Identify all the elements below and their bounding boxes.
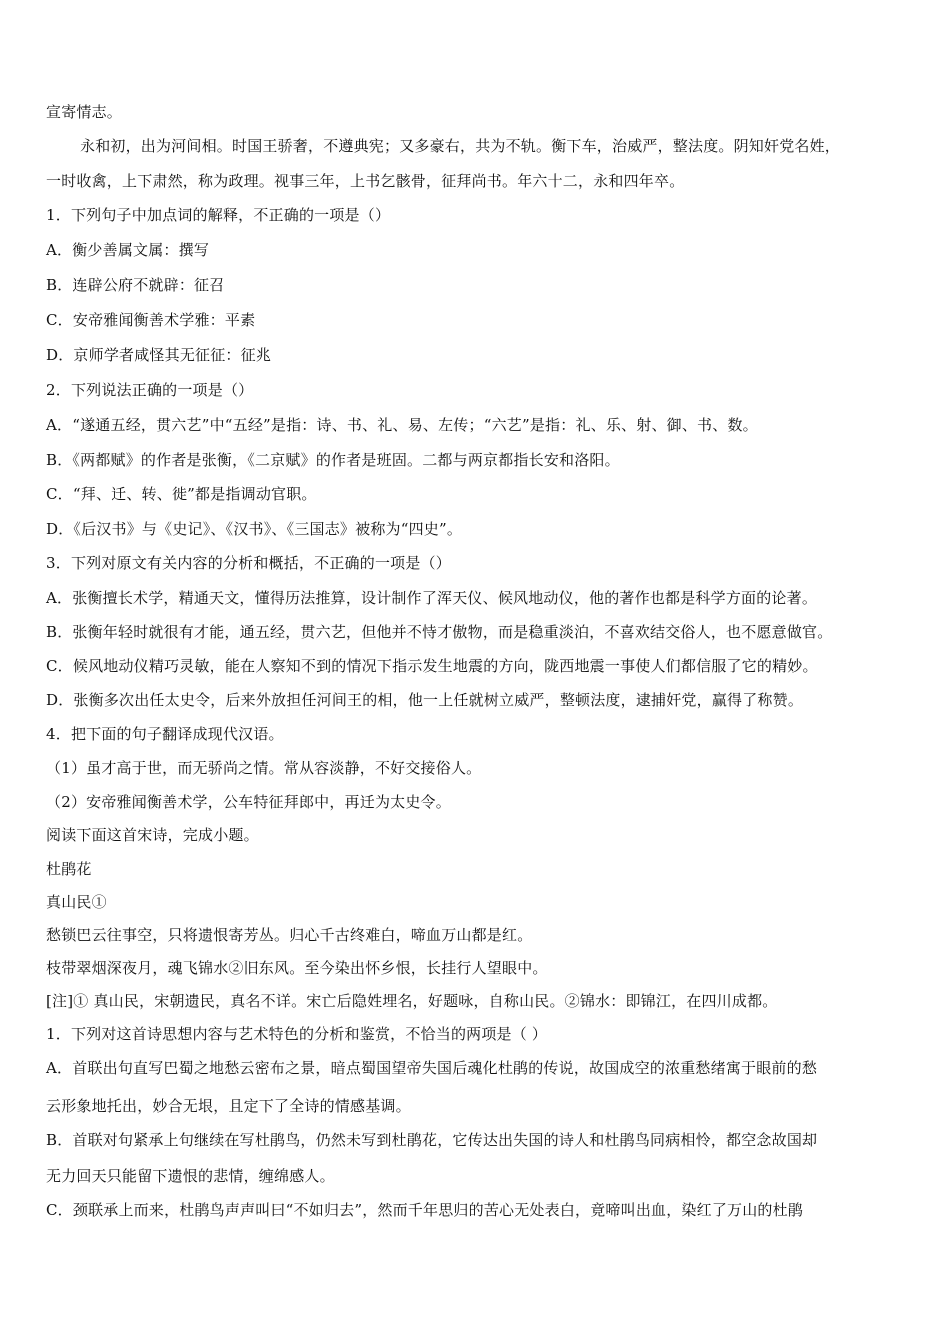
poem-author: 真山民① bbox=[46, 893, 107, 911]
option-a: A．衡少善属文属：撰写 bbox=[46, 241, 210, 259]
option-a: A．首联出句直写巴蜀之地愁云密布之景，暗点蜀国望帝失国后魂化杜鹃的传说，故国成空的浓重愁绪寓于眼前的愁 bbox=[46, 1059, 818, 1077]
option-d: D．张衡多次出任太史令，后来外放担任河间王的相，他一上任就树立威严，整顿法度，逮捕奸党，赢得了称赞。 bbox=[46, 691, 804, 709]
question-3: 3．下列对原文有关内容的分析和概括，不正确的一项是（） bbox=[46, 554, 451, 572]
poem-question-1: 1．下列对这首诗思想内容与艺术特色的分析和鉴赏，不恰当的两项是（ ） bbox=[46, 1025, 548, 1043]
question-2: 2．下列说法正确的一项是（） bbox=[46, 381, 254, 399]
option-b-cont: 无力回天只能留下遗恨的悲情，缠绵感人。 bbox=[46, 1167, 335, 1185]
poem-line: 愁锁巴云往事空，只将遗恨寄芳丛。归心千古终难白，啼血万山都是红。 bbox=[46, 926, 533, 944]
option-c: C．候风地动仪精巧灵敏，能在人察知不到的情况下指示发生地震的方向，陇西地震一事使人们都信服了它的精妙。 bbox=[46, 657, 818, 675]
option-b: B．张衡年轻时就很有才能，通五经，贯六艺，但他并不恃才傲物，而是稳重淡泊，不喜欢结交俗人，也不愿意做官。 bbox=[46, 623, 833, 641]
option-d: D．《后汉书》与《史记》、《汉书》、《三国志》被称为“四史”。 bbox=[46, 520, 463, 538]
option-b: B．连辟公府不就辟：征召 bbox=[46, 276, 225, 294]
section-instruction: 阅读下面这首宋诗，完成小题。 bbox=[46, 826, 259, 844]
poem-note: [注]① 真山民，宋朝遗民，真名不详。宋亡后隐姓埋名，好题咏，自称山民。②锦水：即锦江，在四川成都。 bbox=[46, 992, 778, 1010]
option-c: C．颈联承上而来，杜鹃鸟声声叫曰“不如归去”，然而千年思归的苦心无处表白，竟啼叫出血，染红了万山的杜鹃 bbox=[46, 1201, 804, 1219]
poem-title: 杜鹃花 bbox=[46, 860, 92, 878]
poem-line: 枝带翠烟深夜月，魂飞锦水②旧东风。至今染出怀乡恨，长挂行人望眼中。 bbox=[46, 959, 548, 977]
option-a: A．张衡擅长术学，精通天文，懂得历法推算，设计制作了浑天仪、候风地动仪，他的著作也都是科学方面的论著。 bbox=[46, 589, 818, 607]
option-c: C．“拜、迁、转、徙”都是指调动官职。 bbox=[46, 485, 317, 503]
text-line: 永和初，出为河间相。时国王骄奢，不遵典宪；又多豪右，共为不轨。衡下车，治威严，整法度。阴知奸党名姓， bbox=[80, 137, 841, 155]
text-line: 一时收禽，上下肃然，称为政理。视事三年，上书乞骸骨，征拜尚书。年六十二，永和四年卒。 bbox=[46, 172, 685, 190]
translation-item: （2）安帝雅闻衡善术学，公车特征拜郎中，再迁为太史令。 bbox=[46, 793, 451, 811]
question-1: 1．下列句子中加点词的解释，不正确的一项是（） bbox=[46, 206, 391, 224]
option-c: C．安帝雅闻衡善术学雅：平素 bbox=[46, 311, 256, 329]
translation-item: （1）虽才高于世，而无骄尚之情。常从容淡静，不好交接俗人。 bbox=[46, 759, 482, 777]
text-line: 宣寄情志。 bbox=[46, 103, 123, 121]
option-b: B．《两都赋》的作者是张衡，《二京赋》的作者是班固。二都与两京都指长安和洛阳。 bbox=[46, 451, 620, 469]
option-d: D．京师学者咸怪其无征征：征兆 bbox=[46, 346, 272, 364]
option-a: A．“遂通五经，贯六艺”中“五经”是指：诗、书、礼、易、左传；“六艺”是指：礼、乐、射、御、书、数。 bbox=[46, 416, 758, 434]
option-a-cont: 云形象地托出，妙合无垠，且定下了全诗的情感基调。 bbox=[46, 1097, 411, 1115]
question-4: 4．把下面的句子翻译成现代汉语。 bbox=[46, 725, 284, 743]
option-b: B．首联对句紧承上句继续在写杜鹃鸟，仍然未写到杜鹃花，它传达出失国的诗人和杜鹃鸟同病相怜，都空念故国却 bbox=[46, 1131, 818, 1149]
